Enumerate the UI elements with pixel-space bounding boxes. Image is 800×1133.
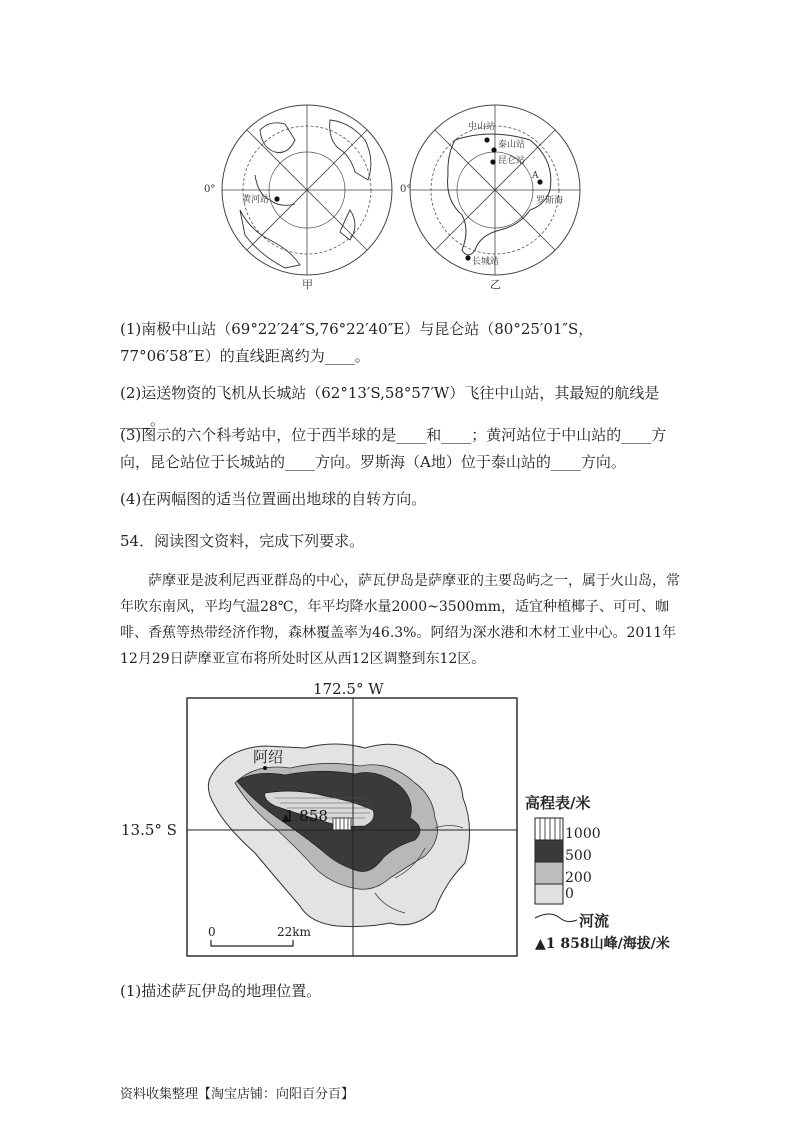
left-polar-map: [222, 105, 392, 275]
question-53-1: (1)南极中山站（69°22′24″S,76°22′40″E）与昆仑站（80°25′01″S，77°06′58″E）的直线距离约为____。: [120, 320, 594, 365]
town-label: 阿绍: [253, 748, 284, 766]
changcheng-station-label: 长城站: [472, 257, 500, 267]
huanghe-station-label: 黄河站: [242, 195, 270, 205]
footer-note: 资料收集整理【淘宝店铺：向阳百分百】: [120, 1087, 355, 1102]
taishan-station-label: 泰山站: [498, 140, 526, 150]
question-54-header: 54．阅读图文资料，完成下列要求。: [120, 532, 365, 550]
legend-swatch-0: [535, 884, 563, 904]
huanghe-station-dot: [274, 196, 279, 201]
right-lon-label: 0°: [400, 184, 412, 195]
legend-swatch-500: [535, 840, 563, 862]
savaii-map: [115, 678, 690, 968]
legend-level-500: 500: [565, 848, 592, 864]
point-a-label: A: [532, 171, 539, 181]
latitude-label: 13.5° S: [121, 821, 177, 839]
kunlun-station-label: 昆仑站: [498, 156, 526, 166]
kunlun-station-dot: [490, 159, 495, 164]
legend-title: 高程表/米: [525, 794, 591, 812]
right-map-label: 乙: [490, 278, 501, 291]
river-legend-icon: [535, 914, 577, 922]
taishan-station-dot: [491, 147, 496, 152]
question-53-2: (2)运送物资的飞机从长城站（62°13′S,58°57′W）飞往中山站，其最短的航线是____。: [120, 384, 660, 429]
question-53-3: (3)图示的六个科考站中，位于西半球的是____和____；黄河站位于中山站的____方向，昆仑站位于长城站的____方向。罗斯海（A地）位于泰山站的____方向。: [120, 426, 667, 471]
scale-zero: 0: [208, 925, 216, 939]
longitude-label: 172.5° W: [313, 680, 384, 698]
luosi-sea-label: 罗斯海: [536, 196, 564, 206]
legend-swatch-1000: [535, 818, 563, 840]
polar-maps-figure: [200, 100, 600, 300]
question-54-1: (1)描述萨瓦伊岛的地理位置。: [120, 982, 322, 1000]
legend-level-200: 200: [565, 870, 592, 886]
legend-level-1000: 1000: [565, 826, 601, 842]
peak-legend-label: ▲1 858山峰/海拔/米: [535, 936, 670, 952]
peak-value: 1 858: [285, 807, 328, 825]
question-53-4: (4)在两幅图的适当位置画出地球的自转方向。: [120, 490, 427, 508]
scale-km: 22km: [277, 925, 311, 939]
zhongshan-station-dot: [484, 137, 489, 142]
legend-level-0: 0: [565, 886, 574, 902]
river-legend-label: 河流: [579, 912, 610, 930]
left-map-label: 甲: [302, 278, 313, 291]
zhongshan-station-label: 中山站: [468, 122, 496, 132]
changcheng-station-dot: [465, 255, 470, 260]
town-dot: [263, 766, 267, 770]
left-lon-label: 0°: [204, 184, 216, 195]
legend-swatch-200: [535, 862, 563, 884]
question-54-paragraph: 萨摩亚是波利尼西亚群岛的中心，萨瓦伊岛是萨摩亚的主要岛屿之一，属于火山岛，常年吹东南风，平均气温28℃，年平均降水量2000~3500mm，适宜种植椰子、可可、咖啡、香蕉等热带经济作物，森林覆盖率为46.3%。阿绍为深水港和木材工业中心。2011年12月29日萨摩亚宣布将所处时区从西12区调整到东12区。: [120, 573, 680, 667]
